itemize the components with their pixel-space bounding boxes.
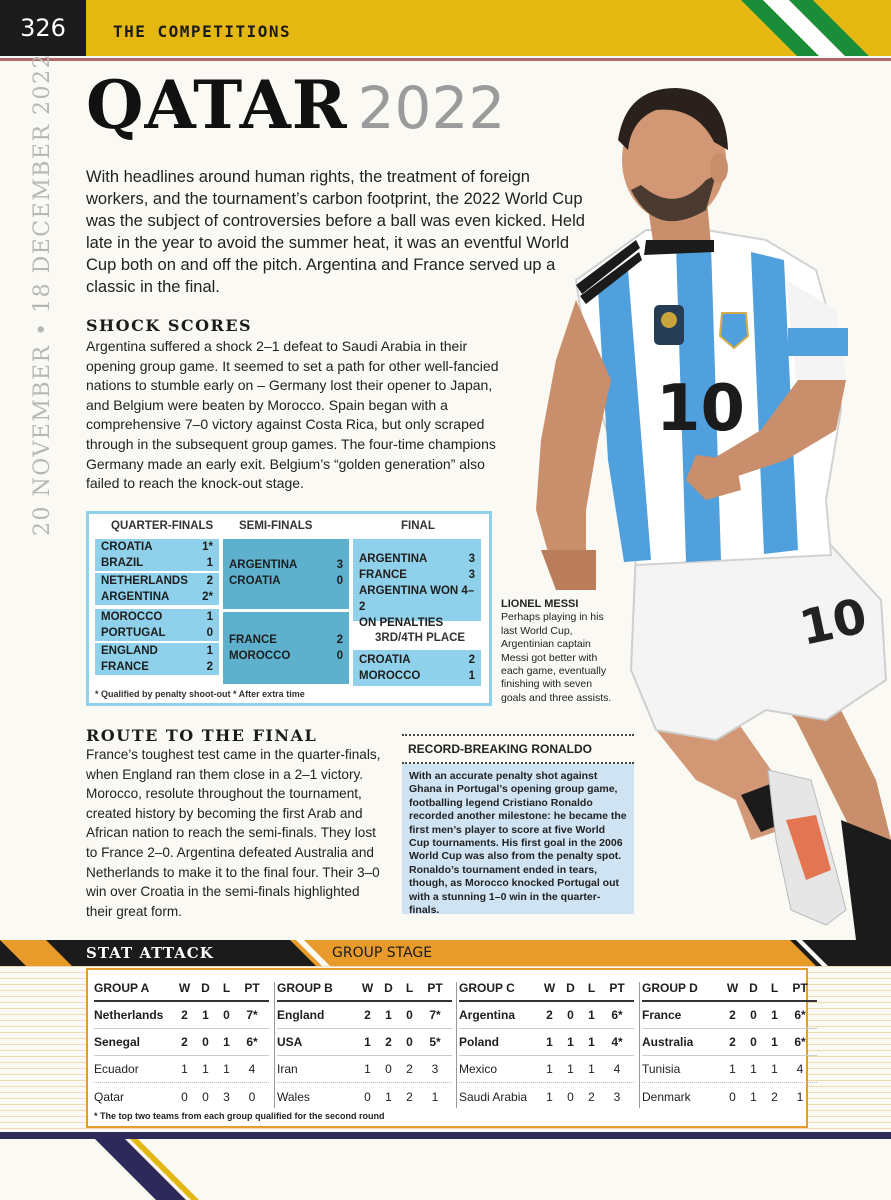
- page-number: 326: [0, 0, 86, 56]
- group-stage-table: [86, 968, 808, 1128]
- sf-header: SEMI-FINALS: [239, 520, 313, 532]
- column-divider: [456, 982, 457, 1108]
- title-year: 2022: [357, 74, 506, 142]
- third-place-box: CROATIA 2 MOROCCO 1: [353, 650, 481, 686]
- table-row: Poland 1 1 1 4*: [459, 1029, 634, 1056]
- table-row: Ecuador 1 1 1 4: [94, 1056, 269, 1083]
- table-row: France 2 0 1 6*: [642, 1002, 817, 1029]
- qf-3-team-a: MOROCCO 1: [101, 611, 213, 623]
- qf-header: QUARTER-FINALS: [111, 520, 214, 532]
- final-note-2: ON PENALTIES: [359, 617, 444, 629]
- ronaldo-box: With an accurate penalty shot against Ghana in Portugal’s opening group game, footballing legend Cristiano Ronaldo recorded another milestone: he became the first men’s player to score at five World Cup tournaments. His first goal in the 2006 World Cup was also from the penalty spot. Ronaldo’s tournament ended in tears, though, as Morocco knocked Portugal out with a stunning 1–0 win in the quarter-finals.: [402, 764, 634, 914]
- section-header-bar: [86, 0, 891, 56]
- qf-3-team-b: PORTUGAL 0: [101, 627, 213, 639]
- shock-scores-text: Argentina suffered a shock 2–1 defeat to Saudi Arabia in their opening group game. It seemed to set a path for other well-fancied nations to stumble early on – Germany lost their opener to Japan, and Belgium were beaten by Morocco. Spain began with a comprehensive 7–0 victory against Costa Rica, but only scraped through in the subsequent group games. The four-time champions Germany made an early exit. Belgium’s “golden generation” also failed to reach the knock-out stage.: [86, 338, 499, 492]
- qf-4-team-a: ENGLAND 1: [101, 645, 213, 657]
- table-row: Argentina 2 0 1 6*: [459, 1002, 634, 1029]
- table-header: GROUP C W D L PT: [459, 976, 634, 1002]
- intro-paragraph: With headlines around human rights, the treatment of foreign workers, and the tournament’s carbon footprint, the 2022 World Cup was the subject of controversies before a ball was even kicked. Held late in the year to avoid the summer heat, it was an eventful World Cup both on and off the pitch. Argentina and France served up a classic in the final.: [86, 168, 585, 296]
- table-row: Senegal 2 0 1 6*: [94, 1029, 269, 1056]
- player-caption: [501, 598, 613, 705]
- title-main: QATAR: [86, 66, 348, 144]
- table-row: Denmark 0 1 2 1: [642, 1089, 804, 1104]
- table-row: Netherlands 2 1 0 7*: [94, 1002, 269, 1029]
- third-place-header: 3RD/4TH PLACE: [375, 632, 466, 644]
- tournament-dates: 20 NOVEMBER • 18 DECEMBER 2022: [30, 53, 55, 536]
- final-header: FINAL: [401, 520, 435, 532]
- table-row: Saudi Arabia 1 0 2 3: [459, 1089, 621, 1104]
- knockout-bracket: [86, 511, 492, 706]
- footer-rule: [0, 1132, 891, 1139]
- qf-1-team-b: BRAZIL 1: [101, 557, 213, 569]
- table-row: England 2 1 0 7*: [277, 1002, 452, 1029]
- group-a: [94, 976, 269, 1110]
- group-c: [459, 976, 634, 1110]
- header-rule: [0, 58, 891, 61]
- stat-attack-label: STAT ATTACK: [86, 944, 214, 962]
- route-heading: ROUTE TO THE FINAL: [86, 726, 318, 745]
- table-row: Wales 0 1 2 1: [277, 1089, 439, 1104]
- semi-final-1: ARGENTINA 3 CROATIA 0: [223, 539, 349, 609]
- final-note-1: ARGENTINA WON 4–2: [359, 585, 475, 613]
- qf-2-team-b: ARGENTINA 2*: [101, 591, 213, 603]
- bracket-footnote: * Qualified by penalty shoot-out * After extra time: [95, 689, 305, 699]
- table-row: USA 1 2 0 5*: [277, 1029, 452, 1056]
- route-text: France’s toughest test came in the quarter-finals, when England ran them close in a 2–1 victory. Morocco, resolute throughout the tournament, created history by becoming the first Arab and African nation to reach the semi-finals. They lost to France 2–0. Argentina defeated Australia and Netherlands to make it to the final four. Their 3–0 win over Croatia in the semi-finals highlighted their great form.: [86, 747, 381, 919]
- table-footnote: * The top two teams from each group qualified for the second round: [94, 1111, 385, 1121]
- table-header: GROUP B W D L PT: [277, 976, 452, 1002]
- corner-stripes-icon: [0, 1139, 200, 1200]
- qf-2-team-a: NETHERLANDS 2: [101, 575, 213, 587]
- page-title: [86, 66, 506, 144]
- table-row: Qatar 0 0 3 0: [94, 1089, 256, 1104]
- ronaldo-heading: RECORD-BREAKING RONALDO: [402, 734, 634, 764]
- shirt-number: 10: [656, 372, 746, 446]
- shock-scores-heading: SHOCK SCORES: [86, 316, 253, 335]
- column-divider: [274, 982, 275, 1108]
- table-row: Australia 2 0 1 6*: [642, 1029, 817, 1056]
- table-header: GROUP D W D L PT: [642, 976, 817, 1002]
- qf-4-team-b: FRANCE 2: [101, 661, 213, 673]
- quarter-finals-column: [95, 539, 219, 675]
- shorts-number: 10: [794, 588, 872, 657]
- table-row: Mexico 1 1 1 4: [459, 1056, 634, 1083]
- flag-stripes-icon: [741, 0, 891, 56]
- table-row: Iran 1 0 2 3: [277, 1056, 452, 1083]
- section-title: THE COMPETITIONS: [113, 22, 292, 41]
- caption-title: LIONEL MESSI: [501, 598, 579, 610]
- table-row: Tunisia 1 1 1 4: [642, 1056, 817, 1083]
- final-box: ARGENTINA 3 FRANCE 3 ARGENTINA WON 4–2 ON PENALTIES: [353, 539, 481, 621]
- caption-text: Perhaps playing in his last World Cup, Argentinian captain Messi got better with each game, eventually finishing with seven goals and three assists.: [501, 611, 612, 704]
- semi-final-2: FRANCE 2 MOROCCO 0: [223, 612, 349, 684]
- table-header: GROUP A W D L PT: [94, 976, 269, 1002]
- group-stage-label: GROUP STAGE: [332, 945, 433, 961]
- group-b: [277, 976, 452, 1110]
- group-d: [642, 976, 817, 1110]
- qf-1-team-a: CROATIA 1*: [101, 541, 213, 553]
- column-divider: [639, 982, 640, 1108]
